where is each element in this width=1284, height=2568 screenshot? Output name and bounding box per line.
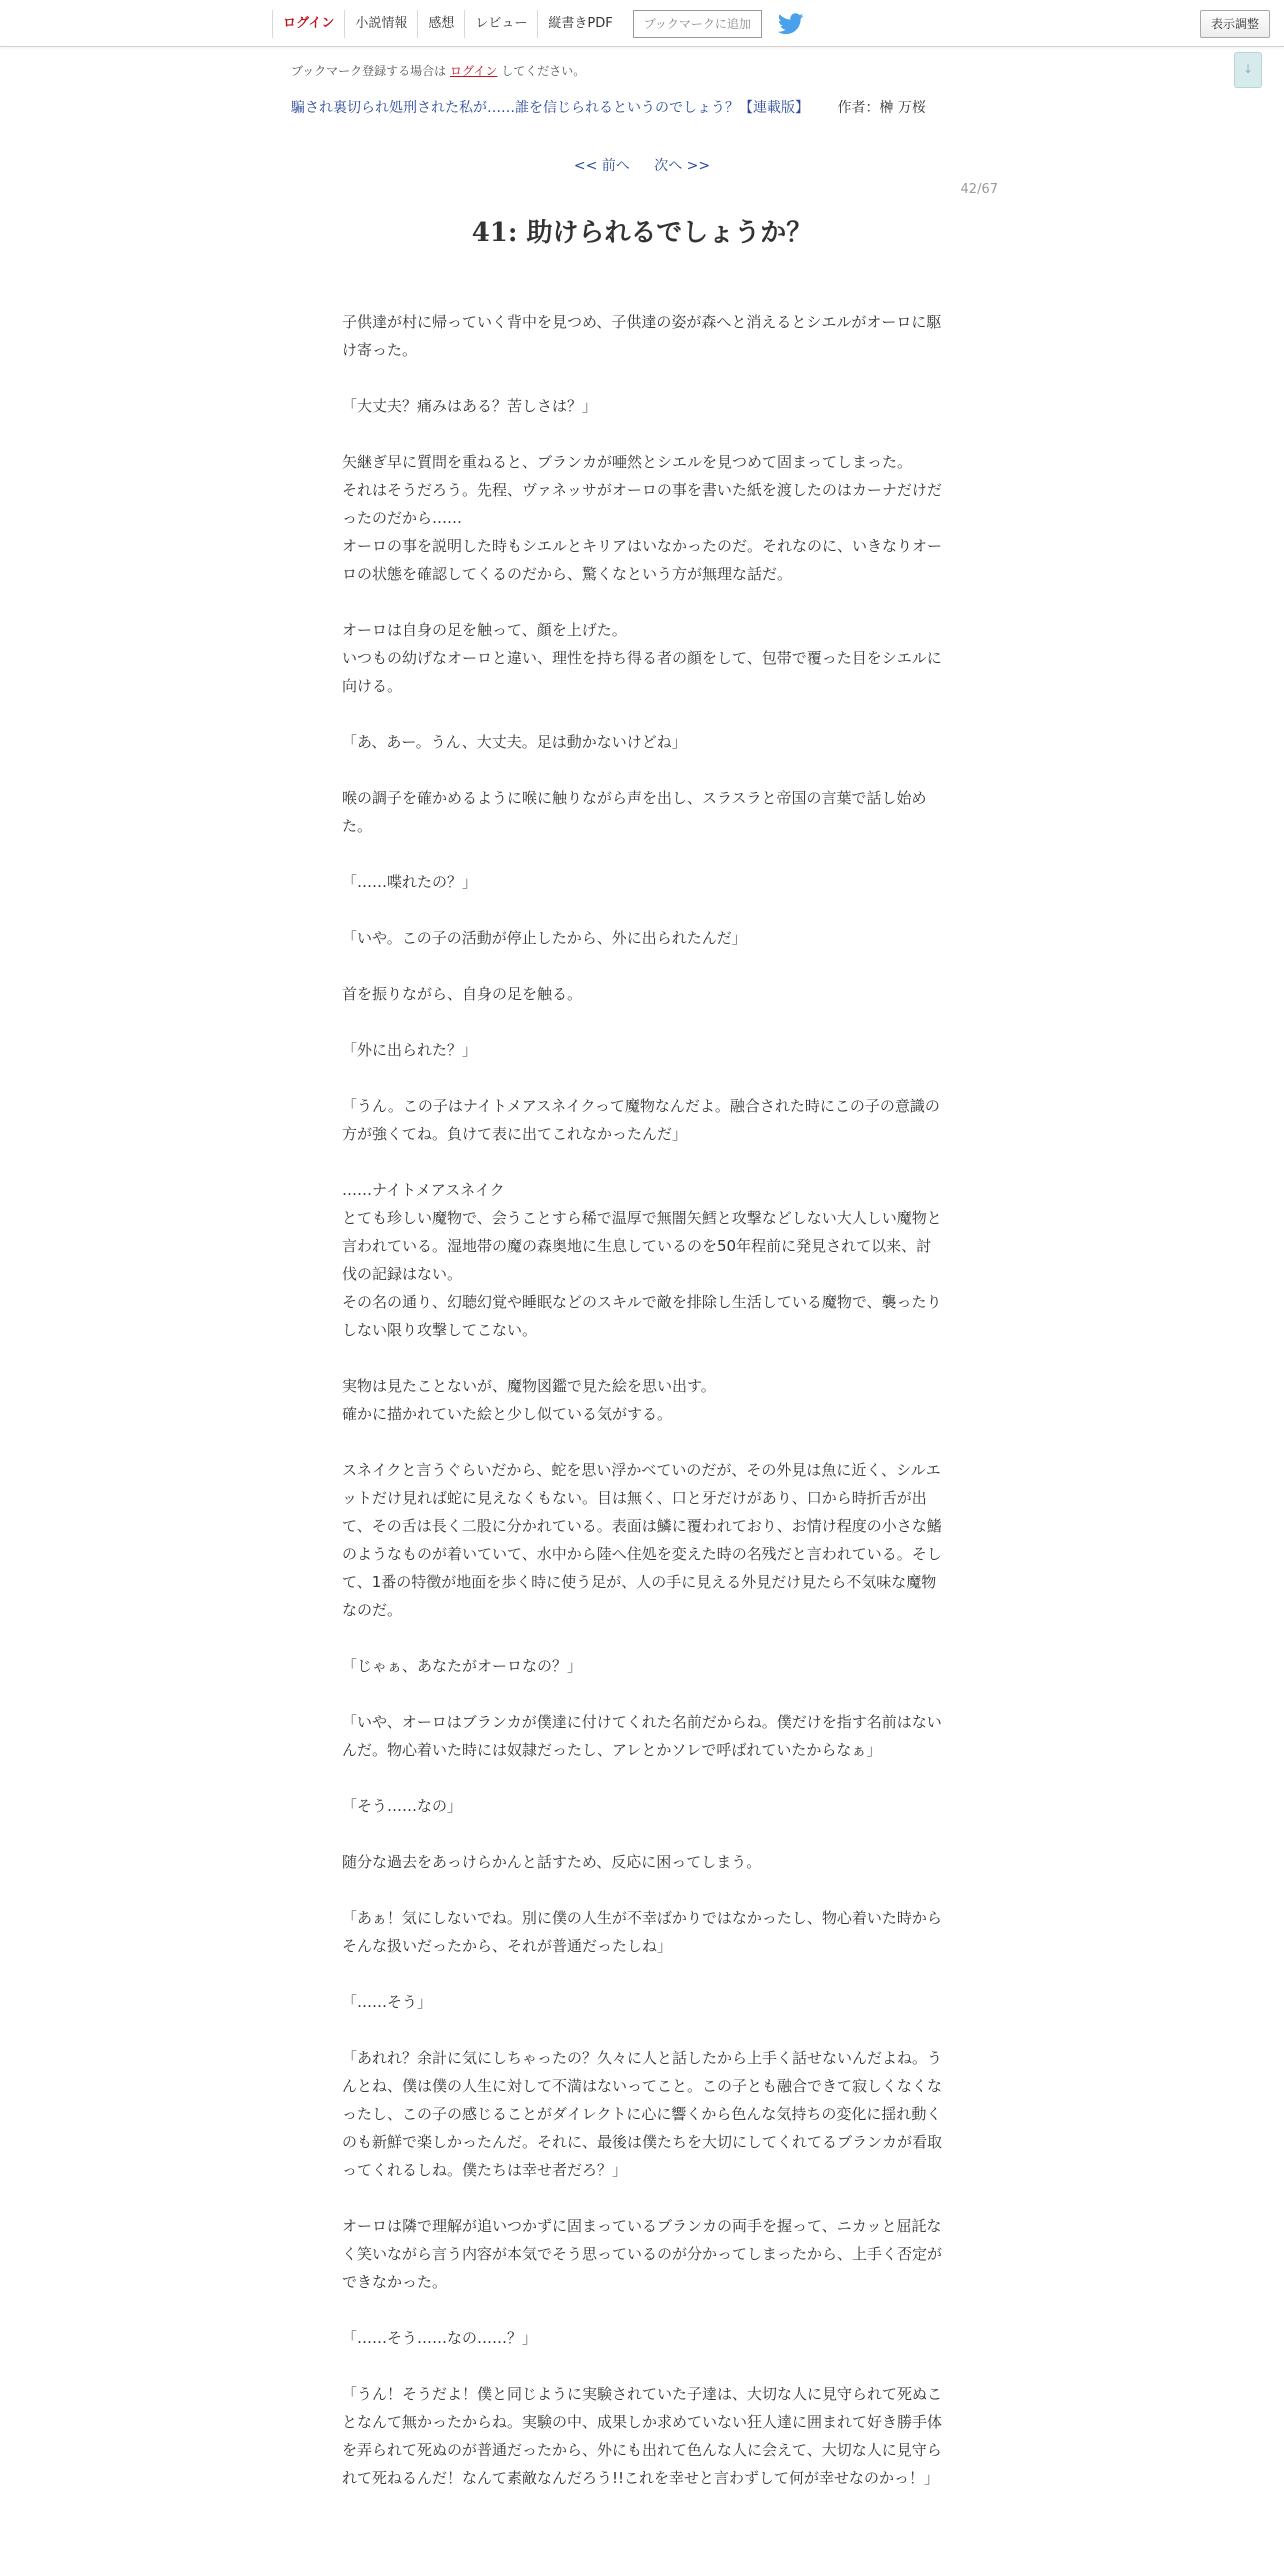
nav-novel-info-link[interactable]: 小説情報 xyxy=(344,10,417,38)
paragraph: 「じゃぁ、あなたがオーロなの？」 xyxy=(342,1657,583,1675)
top-navigation-bar xyxy=(0,0,1284,47)
paragraph: 実物は見たことないが、魔物図鑑で見た絵を思い出す。 確かに描かれていた絵と少し似ている気がする。 xyxy=(342,1377,716,1423)
nav-review-link[interactable]: レビュー xyxy=(464,10,537,38)
paragraph: オーロは隣で理解が追いつかずに固まっているブランカの両手を握って、ニカッと屈託なく笑いながら言う内容が本気でそう思っているのが分かってしまったから、上手く否定ができなかった。 xyxy=(342,2217,943,2291)
chapter-body xyxy=(342,308,942,2520)
global-nav xyxy=(272,10,804,38)
paragraph: 矢継ぎ早に質問を重ねると、ブランカが唖然とシエルを見つめて固まってしまった。 それはそうだろう。先程、ヴァネッサがオーロの事を書いた紙を渡したのはカーナだけだったのだから…… オーロの事を説明した時もシエルとキリアはいなかったのだ。それなのに、いきなりオーロの状態を確認してくるのだから、驚くなという方が無理な話だ。 xyxy=(342,453,943,583)
twitter-icon[interactable] xyxy=(778,13,804,35)
paragraph: 随分な過去をあっけらかんと話すため、反応に困ってしまう。 xyxy=(342,1853,762,1871)
paragraph: 「あ、あー。うん、大丈夫。足は動かないけどね」 xyxy=(342,733,687,751)
paragraph: 子供達が村に帰っていく背中を見つめ、子供達の姿が森へと消えるとシエルがオーロに駆け寄った。 xyxy=(342,313,942,359)
paragraph: 「うん！そうだよ！僕と同じように実験されていた子達は、大切な人に見守られて死ぬことなんて無かったからね。実験の中、成果しか求めていない狂人達に囲まれて好き勝手体を弄られて死ぬのが普通だったから、外にも出れて色んな人に会えて、大切な人に見守られて死ねるんだ！なんて素敵なんだろう!!これを幸せと言わずして何が幸せなのかっ！」 xyxy=(342,2385,943,2487)
paragraph: 首を振りながら、自身の足を触る。 xyxy=(342,985,583,1003)
paragraph: 「……そう」 xyxy=(342,1993,433,2011)
series-info xyxy=(291,97,926,117)
paragraph: スネイクと言うぐらいだから、蛇を思い浮かべていのだが、その外見は魚に近く、シルエットだけ見れば蛇に見えなくもない。目は無く、口と牙だけがあり、口から時折舌が出て、その舌は長く二股に分かれている。表面は鱗に覆われており、お情け程度の小さな鰭のようなものが着いていて、水中から陸へ住処を変えた時の名残だと言われている。そして、1番の特徴が地面を歩く時に使う足が、人の手に見える外見だけ見たら不気味な魔物なのだ。 xyxy=(342,1461,942,1619)
series-title-link[interactable]: 騙され裏切られ処刑された私が……誰を信じられるというのでしょう？【連載版】 xyxy=(291,100,809,116)
chapter-count: 42/67 xyxy=(960,182,998,197)
nav-vertical-pdf-link[interactable]: 縦書きPDF xyxy=(537,10,622,38)
chapter-title: 41: 助けられるでしょうか？ xyxy=(471,218,813,248)
nav-login-link[interactable]: ログイン xyxy=(272,10,344,38)
bookmark-login-notice xyxy=(291,62,585,79)
nav-impressions-link[interactable]: 感想 xyxy=(417,10,464,38)
paragraph: 「外に出られた？」 xyxy=(342,1041,478,1059)
paragraph: 喉の調子を確かめるように喉に触りながら声を出し、スラスラと帝国の言葉で話し始めた。 xyxy=(342,789,927,835)
paragraph: 「そう……なの」 xyxy=(342,1797,463,1815)
author-name: 作者：榊 万桜 xyxy=(837,100,926,116)
notice-text-before: ブックマーク登録する場合は xyxy=(291,64,447,78)
paragraph: 「うん。この子はナイトメアスネイクって魔物なんだよ。融合された時にこの子の意識の方が強くてね。負けて表に出てこれなかったんだ」 xyxy=(342,1097,940,1143)
scroll-down-tab[interactable]: ↓ xyxy=(1234,52,1262,88)
paragraph: オーロは自身の足を触って、顔を上げた。 いつもの幼げなオーロと違い、理性を持ち得る者の顔をして、包帯で覆った目をシエルに向ける。 xyxy=(342,621,942,695)
add-bookmark-button[interactable]: ブックマークに追加 xyxy=(633,10,762,38)
display-settings-button[interactable]: 表示調整 xyxy=(1200,10,1270,38)
paragraph: 「大丈夫？痛みはある？苦しさは？」 xyxy=(342,397,598,415)
notice-login-link[interactable]: ログイン xyxy=(450,64,498,78)
next-chapter-link[interactable]: 次へ >> xyxy=(654,158,711,174)
previous-chapter-link[interactable]: << 前へ xyxy=(573,158,630,174)
paragraph: 「あれれ？余計に気にしちゃったの？久々に人と話したから上手く話せないんだよね。うんとね、僕は僕の人生に対して不満はないってこと。この子とも融合できて寂しくなくなったし、この子の感じることがダイレクトに心に響くから色んな気持ちの変化に揺れ動くのも新鮮で楽しかったんだ。それに、最後は僕たちを大切にしてくれてるブランカが看取ってくれるしね。僕たちは幸せ者だろ？」 xyxy=(342,2049,943,2179)
chapter-pager xyxy=(0,155,1284,175)
paragraph: 「……喋れたの？」 xyxy=(342,873,478,891)
paragraph: 「……そう……なの……？」 xyxy=(342,2329,538,2347)
paragraph: 「いや。この子の活動が停止したから、外に出られたんだ」 xyxy=(342,929,747,947)
paragraph: 「あぁ！気にしないでね。別に僕の人生が不幸ばかりではなかったし、物心着いた時からそんな扱いだったから、それが普通だったしね」 xyxy=(342,1909,942,1955)
notice-text-after: してください。 xyxy=(501,64,586,78)
paragraph: ……ナイトメアスネイク とても珍しい魔物で、会うことすら稀で温厚で無闇矢鱈と攻撃などしない大人しい魔物と言われている。湿地帯の魔の森奥地に生息しているのを50年程前に発見されて以来、討伐の記録はない。 その名の通り、幻聴幻覚や睡眠などのスキルで敵を排除し生活している魔物で、襲ったりしない限り攻撃してこない。 xyxy=(342,1181,942,1339)
paragraph: 「いや、オーロはブランカが僕達に付けてくれた名前だからね。僕だけを指す名前はないんだ。物心着いた時には奴隷だったし、アレとかソレで呼ばれていたからなぁ」 xyxy=(342,1713,942,1759)
